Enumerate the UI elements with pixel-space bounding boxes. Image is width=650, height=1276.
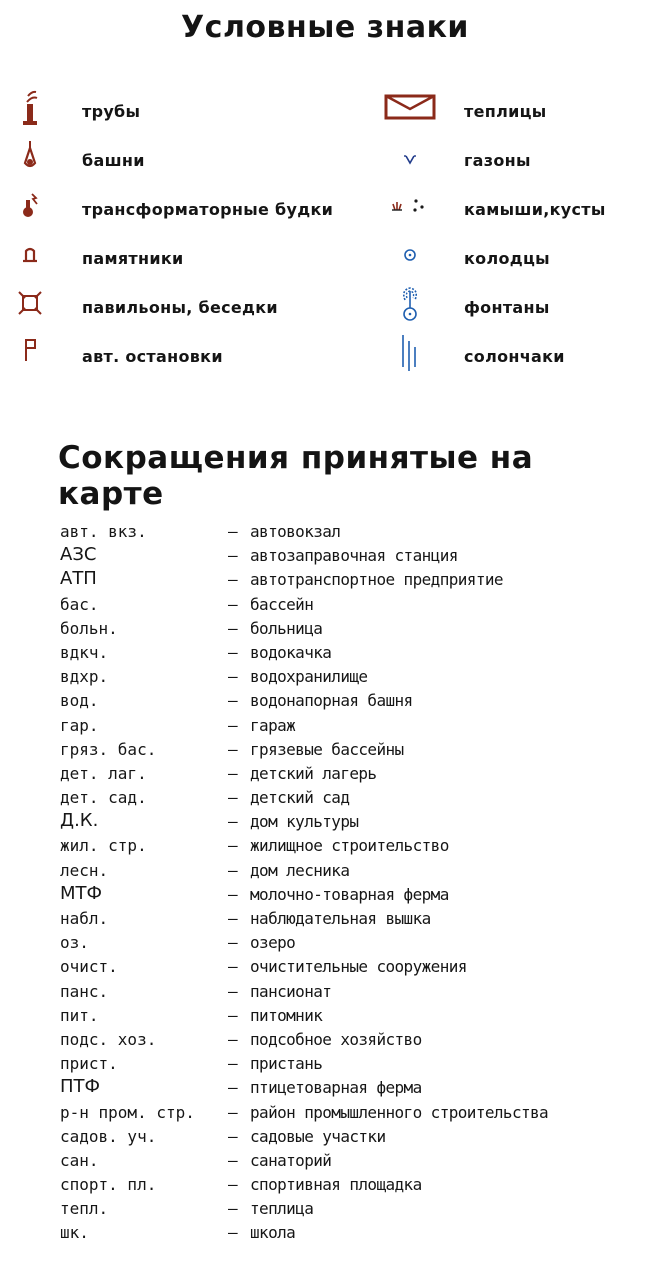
abbreviation-dash: — [228, 667, 238, 687]
abbreviation-meaning: озеро [250, 933, 296, 953]
abbreviation-row [60, 522, 640, 546]
legend-item-transformer [0, 186, 334, 235]
legend-label: авт. остановки [82, 347, 223, 366]
abbreviation-meaning: бассейн [250, 594, 314, 614]
abbreviation-row [60, 788, 640, 812]
abbreviation-row [60, 1054, 640, 1078]
abbreviation-term: прист. [60, 1054, 118, 1074]
abbreviation-dash: — [228, 1223, 238, 1243]
legend-label: камыши,кусты [464, 200, 606, 219]
abbreviation-dash: — [228, 1150, 238, 1170]
abbreviation-row [60, 764, 640, 788]
abbreviation-row [60, 1030, 640, 1054]
legend-item-lawn [370, 137, 650, 186]
abbreviation-meaning: подсобное хозяйство [250, 1029, 422, 1049]
abbreviation-dash: — [228, 1102, 238, 1122]
greenhouse-icon [380, 88, 440, 128]
abbreviation-dash: — [228, 739, 238, 759]
abbreviation-row [60, 1103, 640, 1127]
abbreviations-title: Сокращения принятые на карте [58, 440, 534, 512]
abbreviation-dash: — [228, 957, 238, 977]
abbreviation-row [60, 982, 640, 1006]
abbreviation-term: авт. вкз. [60, 522, 147, 541]
legend-label: башни [82, 151, 145, 170]
abbreviation-dash: — [228, 1199, 238, 1219]
abbreviation-dash: — [228, 884, 238, 904]
abbreviation-term: подс. хоз. [60, 1029, 157, 1049]
abbreviation-row [60, 1175, 640, 1199]
abbreviation-dash: — [228, 1175, 238, 1195]
abbreviation-meaning: водокачка [250, 642, 332, 662]
abbreviation-dash: — [228, 618, 238, 638]
abbreviation-row [60, 836, 640, 860]
abbreviation-dash: — [228, 1078, 238, 1098]
abbreviation-term: садов. уч. [60, 1126, 157, 1146]
abbreviation-meaning: район промышленного строительства [250, 1102, 549, 1122]
legend-label: теплицы [464, 102, 547, 121]
abbreviation-term: лесн. [60, 860, 109, 880]
abbreviation-meaning: птицетоварная ферма [250, 1078, 422, 1098]
abbreviation-meaning: автотранспортное предприятие [250, 570, 503, 590]
abbreviation-meaning: автовокзал [250, 522, 341, 541]
legend-label: фонтаны [464, 298, 550, 317]
legend-item-pavilion [0, 284, 330, 333]
legend-item-salt-marsh [370, 333, 650, 382]
abbreviation-row [60, 1127, 640, 1151]
abbreviation-row [60, 909, 640, 933]
legend-item-fountain [370, 284, 650, 333]
abbreviation-term: очист. [60, 957, 118, 977]
abbreviation-dash: — [228, 763, 238, 783]
abbreviation-meaning: теплица [250, 1199, 314, 1219]
abbreviation-meaning: водохранилище [250, 667, 368, 687]
abbreviation-term: вод. [60, 691, 99, 711]
abbreviation-dash: — [228, 715, 238, 735]
abbreviation-term: Д.К. [60, 810, 99, 832]
abbreviation-term: шк. [60, 1223, 89, 1243]
abbreviation-term: МТФ [60, 882, 103, 904]
abbreviation-dash: — [228, 860, 238, 880]
abbreviation-meaning: автозаправочная станция [250, 546, 458, 566]
abbreviation-row [60, 1078, 640, 1102]
abbreviation-meaning: детский лагерь [250, 763, 377, 783]
abbreviation-dash: — [228, 1005, 238, 1025]
abbreviation-dash: — [228, 570, 238, 590]
legend-item-greenhouse [370, 88, 650, 137]
abbreviation-meaning: очистительные сооружения [250, 957, 467, 977]
abbreviation-meaning: питомник [250, 1005, 323, 1025]
well-icon [380, 235, 440, 275]
abbreviation-row [60, 643, 640, 667]
abbreviation-meaning: молочно-товарная ферма [250, 884, 449, 904]
legend-label: колодцы [464, 249, 550, 268]
abbreviation-dash: — [228, 981, 238, 1001]
bus-stop-icon [0, 333, 60, 373]
legend-item-chimney [0, 88, 330, 137]
abbreviation-meaning: школа [250, 1223, 296, 1243]
abbreviation-term: р-н пром. стр. [60, 1102, 195, 1122]
abbreviation-dash: — [228, 522, 238, 541]
legend-label: газоны [464, 151, 531, 170]
abbreviation-row [60, 740, 640, 764]
legend-left-column [0, 88, 334, 382]
abbreviation-meaning: пансионат [250, 981, 332, 1001]
abbreviation-term: панс. [60, 981, 109, 1001]
abbreviation-row [60, 667, 640, 691]
pavilion-icon [0, 284, 60, 324]
abbreviation-term: вдхр. [60, 667, 109, 687]
abbreviation-meaning: дом лесника [250, 860, 350, 880]
abbreviation-row [60, 570, 640, 594]
abbreviation-term: дет. сад. [60, 788, 147, 808]
abbreviation-term: пит. [60, 1005, 99, 1025]
abbreviation-term: больн. [60, 618, 118, 638]
tower-icon [0, 137, 60, 177]
transformer-icon [0, 186, 60, 226]
abbreviation-term: гар. [60, 715, 99, 735]
reeds-bushes-icon [380, 186, 440, 226]
legend-label: трансформаторные будки [82, 200, 334, 219]
abbreviation-term: спорт. пл. [60, 1175, 157, 1195]
abbreviation-meaning: дом культуры [250, 812, 359, 832]
abbreviation-meaning: грязевые бассейны [250, 739, 404, 759]
legend-label: павильоны, беседки [82, 298, 278, 317]
abbreviation-dash: — [228, 594, 238, 614]
legend-label: памятники [82, 249, 184, 268]
abbreviation-meaning: больница [250, 618, 323, 638]
abbreviation-dash: — [228, 788, 238, 808]
abbreviation-term: АЗС [60, 544, 97, 566]
abbreviation-dash: — [228, 1126, 238, 1146]
abbreviation-row [60, 1223, 640, 1247]
abbreviation-row [60, 957, 640, 981]
abbreviation-dash: — [228, 546, 238, 566]
abbreviation-row [60, 1151, 640, 1175]
abbreviation-term: АТП [60, 568, 97, 590]
abbreviation-meaning: гараж [250, 715, 296, 735]
abbreviation-term: сан. [60, 1150, 99, 1170]
legend-item-well [370, 235, 650, 284]
abbreviation-dash: — [228, 1029, 238, 1049]
abbreviation-row [60, 1199, 640, 1223]
abbreviation-dash: — [228, 812, 238, 832]
abbreviation-term: гряз. бас. [60, 739, 157, 759]
abbreviation-row [60, 595, 640, 619]
legend-right-column [370, 88, 650, 382]
legend-item-bus-stop [0, 333, 330, 382]
abbreviation-row [60, 812, 640, 836]
legend-label: трубы [82, 102, 141, 121]
legend-label: солончаки [464, 347, 565, 366]
abbreviation-term: жил. стр. [60, 836, 147, 856]
abbreviation-term: тепл. [60, 1199, 109, 1219]
abbreviation-meaning: садовые участки [250, 1126, 386, 1146]
abbreviation-row [60, 691, 640, 715]
abbreviation-term: набл. [60, 909, 109, 928]
abbreviation-meaning: жилищное строительство [250, 836, 449, 856]
chimney-icon [0, 88, 60, 128]
abbreviation-term: бас. [60, 594, 99, 614]
legend-item-reeds-bushes [370, 186, 650, 235]
abbreviation-dash: — [228, 836, 238, 856]
abbreviation-term: ПТФ [60, 1076, 101, 1098]
abbreviation-term: дет. лаг. [60, 763, 147, 783]
abbreviation-dash: — [228, 1054, 238, 1074]
lawn-icon [380, 137, 440, 177]
abbreviation-row [60, 546, 640, 570]
abbreviations-list [60, 522, 640, 1248]
abbreviation-row [60, 1006, 640, 1030]
abbreviation-meaning: наблюдательная вышка [250, 909, 431, 928]
abbreviation-meaning: пристань [250, 1054, 323, 1074]
abbreviation-row [60, 882, 640, 909]
legend-item-tower [0, 137, 330, 186]
fountain-icon [380, 284, 440, 324]
monument-icon [0, 235, 60, 275]
abbreviation-dash: — [228, 642, 238, 662]
abbreviation-meaning: детский сад [250, 788, 350, 808]
legend-title: Условные знаки [181, 10, 469, 45]
abbreviation-dash: — [228, 933, 238, 953]
abbreviation-row [60, 933, 640, 957]
legend-item-monument [0, 235, 330, 284]
abbreviation-meaning: санаторий [250, 1150, 332, 1170]
abbreviation-meaning: спортивная площадка [250, 1175, 422, 1195]
abbreviation-meaning: водонапорная башня [250, 691, 413, 711]
abbreviation-row [60, 619, 640, 643]
abbreviation-row [60, 861, 640, 885]
abbreviation-term: оз. [60, 933, 89, 953]
abbreviation-dash: — [228, 691, 238, 711]
abbreviation-row [60, 716, 640, 740]
abbreviation-dash: — [228, 909, 238, 928]
salt-marsh-icon [380, 333, 440, 373]
abbreviation-term: вдкч. [60, 642, 109, 662]
